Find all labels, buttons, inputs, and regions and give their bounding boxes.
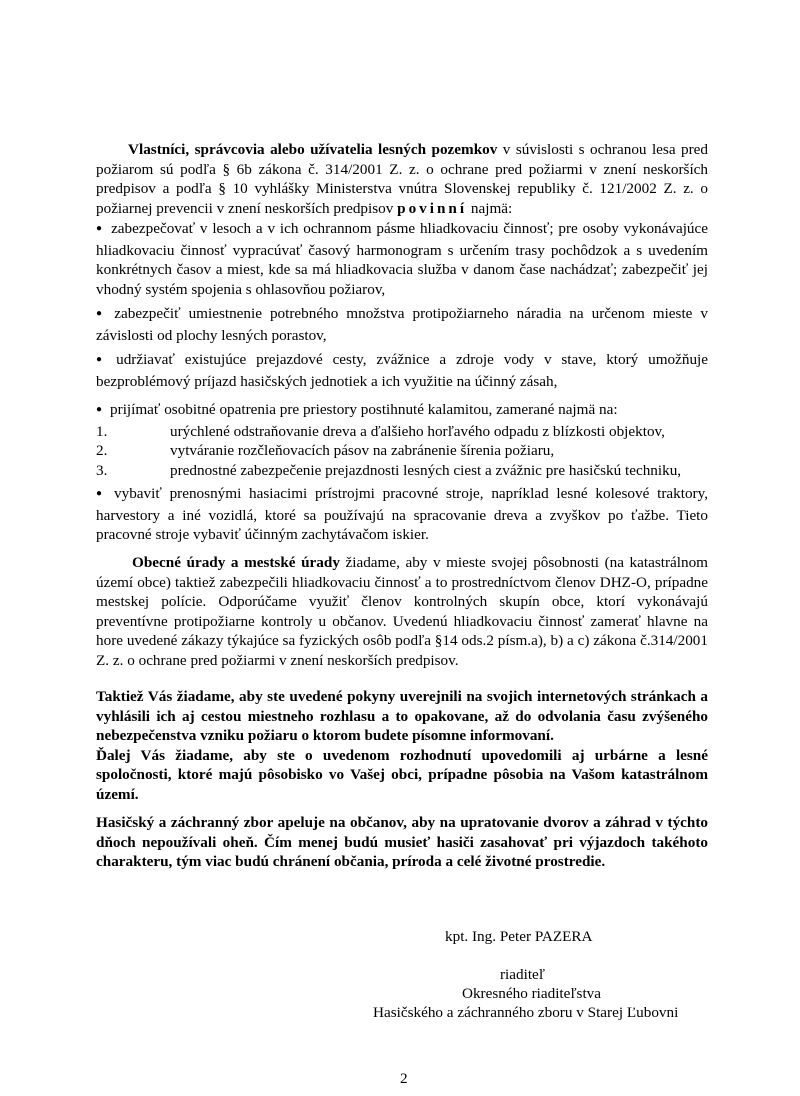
bullet-icon: ● (96, 488, 106, 499)
sub-item-number: 1. (96, 422, 108, 440)
sub-item-number: 2. (96, 442, 108, 459)
sub-item (96, 422, 708, 442)
request-text-2: Ďalej Vás žiadame, aby ste o uvedenom rozhodnutí upovedomili aj urbárne a lesné spoločnosti, ktoré majú pôsobisko vo Vašej obci, prípadne pôsobia na Vašom katastrálnom území. (96, 746, 708, 803)
signature-title: riaditeľ (500, 966, 545, 983)
bullet-text: udržiavať existujúce prejazdové cesty, zvážnice a zdroje vody v stave, ktorý umožňuje bezproblémový príjazd hasičských jednotiek a ich využitie na účinný zásah, (96, 351, 708, 390)
bullet-item (96, 484, 708, 545)
bullet-text: zabezpečovať v lesoch a v ich ochrannom pásme hliadkovaciu činnosť; pre osoby vykonávajúce hliadkovaciu činnosť vypracúvať časový harmonogram s určením trasy pochôdzok a s uvedením konkrétnych časov a miest, kde sa má hliadkovacia služba v danom čase nachádzať; zabezpečiť jej vhodný systém spojenia s ohlasovňou požiarov, (96, 220, 709, 298)
appeal-text: Hasičský a záchranný zbor apeluje na občanov, aby na upratovanie dvorov a záhrad v týchto dňoch nepoužívali oheň. Čím menej budú musieť hasiči zasahovať pri výjazdoch takéhoto charakteru, tým viac budú chránení občania, príroda a celé životné prostredie. (96, 814, 708, 870)
offices-lead: Obecné úrady a mestské úrady (132, 554, 340, 571)
intro-text-1: v súvislosti s ochranou lesa pred požiarom sú podľa § 6b zákona č. 314/2001 Z. z. o ochrane pred požiarmi v znení neskorších predpisov a podľa § 10 vyhlášky Ministerstva vnútra Slovenskej republiky č. 121/2002 Z. z. o požiarnej prevencii v znení neskorších predpisov (96, 141, 708, 217)
signature-name: kpt. Ing. Peter PAZERA (445, 928, 593, 945)
bullet-item (96, 304, 708, 345)
bullet-icon: ● (96, 223, 104, 234)
sub-item-text: vytváranie rozčleňovacích pásov na zabránenie šírenia požiaru, (170, 442, 555, 459)
sub-item-number: 3. (96, 461, 108, 479)
intro-paragraph (96, 140, 708, 218)
offices-text: žiadame, aby v mieste svojej pôsobnosti (na katastrálnom území obce) taktiež zabezpečili hliadkovaciu činnosť a to prostredníctvom členov DHZ-O, prípadne mestskej polície. Odporúčame využiť členov kontrolných skupín obce, ktorí vykonávajú preventívne protipožiarne kontroly u občanov. Uvedenú hliadkovaciu činnosť zamerať hlavne na hore uvedené zákazy týkajúce sa fyzických osôb podľa §14 ods.2 písm.a), b) a c) zákona č.314/2001 Z. z. o ochrane pred požiarmi v znení neskorších predpisov. (96, 554, 708, 669)
sub-item (96, 461, 708, 481)
signature-org-2: Hasičského a záchranného zboru v Starej Ľubovni (373, 1004, 679, 1021)
bullet-icon: ● (96, 354, 109, 365)
bullet-text: zabezpečiť umiestnenie potrebného množstva protipožiarneho náradia na určenom mieste v závislosti od plochy lesných porastov, (96, 305, 708, 344)
signature-org-1: Okresného riaditeľstva (462, 985, 602, 1002)
intro-text-2: najmä: (467, 199, 513, 217)
bullet-text: prijímať osobitné opatrenia pre priestory postihnuté kalamitou, zamerané najmä na: (110, 401, 618, 418)
bullet-item (96, 350, 708, 391)
sub-item-text: urýchlené odstraňovanie dreva a ďalšieho horľavého odpadu z blízkosti objektov, (170, 422, 665, 440)
sub-item (96, 441, 708, 461)
intro-lead: Vlastníci, správcovia alebo užívatelia lesných pozemkov (128, 141, 498, 158)
sub-item-text: prednostné zabezpečenie prejazdnosti lesných ciest a zvážnic pre hasičskú techniku, (170, 461, 682, 479)
intro-spaced: povinní (397, 199, 468, 217)
request-text-1: Taktiež Vás žiadame, aby ste uvedené pokyny uverejnili na svojich internetových stránkach a vyhlásili ich aj cestou miestneho rozhlasu a to opakovane, až do odvolania času zvýšeného nebezpečenstva vzniku požiaru o ktorom budete písomne informovaní. (96, 688, 708, 744)
page-number: 2 (400, 1070, 408, 1087)
request-paragraph (96, 687, 708, 804)
appeal-paragraph (96, 813, 708, 872)
bullet-text: vybaviť prenosnými hasiacimi prístrojmi pracovné stroje, napríklad lesné kolesové traktory, harvestory a iné vozidlá, ktoré sa používajú na spracovanie dreva a zvyškov po ťažbe. Tieto pracovné stroje vybaviť účinným zachytávačom iskier. (96, 485, 709, 543)
bullet-item (96, 400, 708, 480)
bullet-icon: ● (96, 404, 103, 415)
bullet-icon: ● (96, 308, 107, 319)
offices-paragraph (96, 553, 708, 670)
bullet-item (96, 219, 708, 299)
